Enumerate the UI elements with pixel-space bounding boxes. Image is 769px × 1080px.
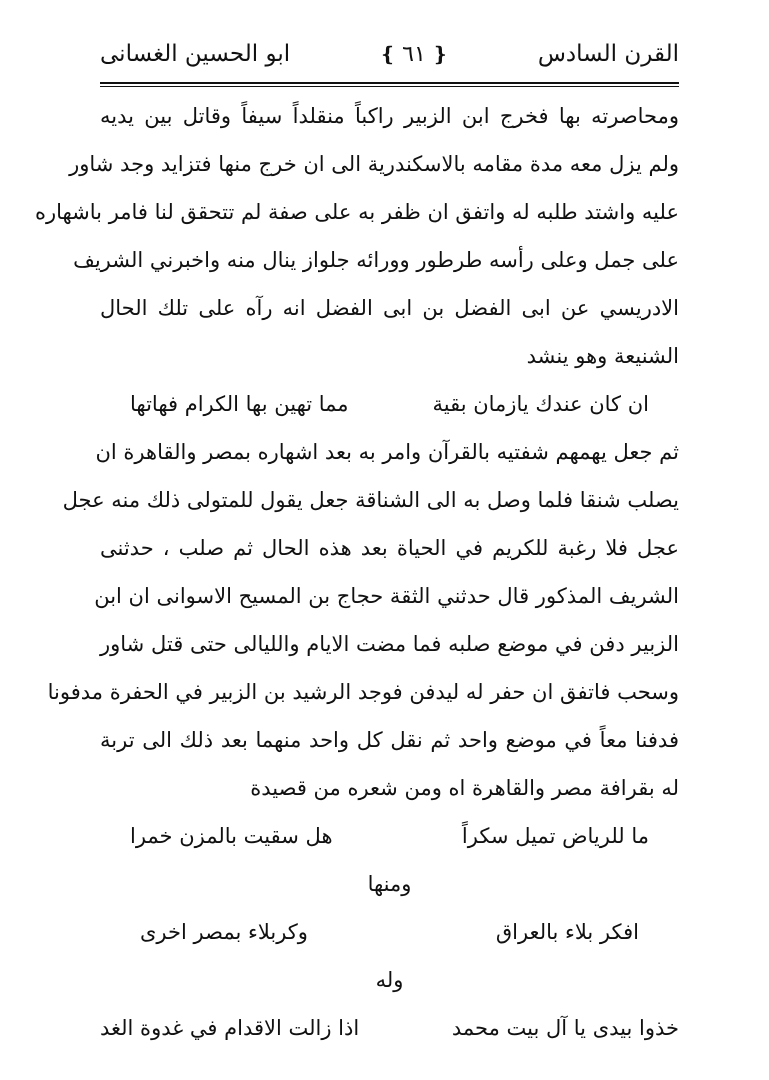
text-line: على جمل وعلى رأسه طرطور وورائه جلواز ينال منه واخبرني الشريف: [73, 248, 679, 272]
text-line: عجل فلا رغبة للكريم في الحياة بعد هذه الحال ثم صلب ، حدثنى: [100, 536, 679, 560]
text-line: الشريف المذكور قال حدثني الثقة حجاج بن المسيح الاسوانى ان ابن: [94, 584, 679, 608]
text-line: الزبير دفن في موضع صلبه فما مضت الايام والليالى حتى قتل شاور: [100, 632, 679, 656]
ornament-left-icon: ❵: [379, 41, 397, 66]
verse-second-hemistich: هل سقيت بالمزن خمرا: [130, 824, 333, 848]
main-text: [34, 92, 679, 1052]
verse-second-hemistich: مما تهين بها الكرام فهاتها: [130, 392, 349, 416]
verse-heading: ومنها: [367, 872, 412, 896]
text-line: وسحب فاتفق ان حفر له ليدفن فوجد الرشيد بن الزبير في الحفرة مدفونا: [47, 680, 679, 704]
header-section-title: القرن السادس: [537, 41, 679, 67]
verse-second-hemistich: وكربلاء بمصر اخرى: [140, 920, 308, 944]
text-line: له بقرافة مصر والقاهرة اه ومن شعره من قصيدة: [250, 776, 679, 800]
verse-second-hemistich: اذا زالت الاقدام في غدوة الغد: [100, 1016, 360, 1040]
header-biography-title: ابو الحسين الغسانى: [100, 41, 291, 67]
text-line: عليه واشتد طلبه له واتفق ان ظفر به على صفة لم تتحقق لنا فامر باشهاره: [34, 200, 679, 224]
verse-line: [100, 908, 679, 956]
verse-first-hemistich: ان كان عندك يازمان بقية: [432, 392, 649, 416]
page-number-value: ٦١: [402, 41, 426, 67]
text-line: يصلب شنقا فلما وصل به الى الشناقة جعل يقول للمتولى ذلك منه عجل: [62, 488, 679, 512]
verse-first-hemistich: ما للرياض تميل سكراً: [461, 824, 649, 848]
text-line: ولم يزل معه مدة مقامه بالاسكندرية الى ان خرج منها فتزايد وجد شاور: [69, 152, 679, 176]
text-line: فدفنا معاً في موضع واحد ثم نقل كل واحد منهما بعد ذلك الى تربة: [100, 728, 679, 752]
text-line: ومحاصرته بها فخرج ابن الزبير راكباً منقلداً سيفاً وقاتل بين يديه: [100, 104, 679, 128]
verse-line: [100, 1004, 679, 1052]
page-header: [100, 34, 679, 74]
verse-line: [100, 380, 679, 428]
text-line: الشنيعة وهو ينشد: [526, 344, 679, 368]
header-rule-thin: [100, 86, 679, 87]
text-line: الادريسي عن ابى الفضل بن ابى الفضل انه رآه على تلك الحال: [100, 296, 679, 320]
verse-heading: وله: [375, 968, 404, 992]
verse-line: [100, 812, 679, 860]
verse-first-hemistich: خذوا بيدى يا آل بيت محمد: [451, 1016, 679, 1040]
ornament-right-icon: ❴: [431, 41, 449, 66]
verse-first-hemistich: افكر بلاء بالعراق: [495, 920, 639, 944]
header-rule: [100, 82, 679, 84]
page-number: [373, 42, 454, 67]
text-line: ثم جعل يهمهم شفتيه بالقرآن وامر به بعد اشهاره بمصر والقاهرة ان: [95, 440, 679, 464]
